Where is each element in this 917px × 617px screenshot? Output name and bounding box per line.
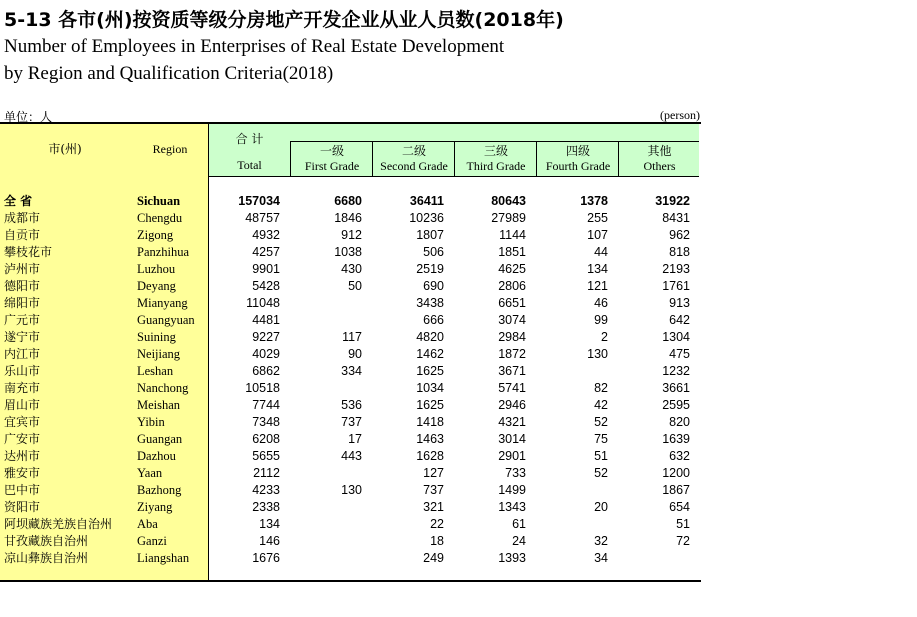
others-value: 3661 xyxy=(662,381,690,395)
fourth-grade-value: 44 xyxy=(594,245,608,259)
total-value: 4932 xyxy=(252,228,280,242)
third-grade-value: 2806 xyxy=(498,279,526,293)
region-name-en: Yaan xyxy=(137,466,163,480)
table-row xyxy=(0,516,700,533)
header-fourth-grade xyxy=(536,142,618,176)
second-grade-value: 1462 xyxy=(416,347,444,361)
second-grade-value: 1625 xyxy=(416,398,444,412)
first-grade-value: 1038 xyxy=(334,245,362,259)
region-name-en: Liangshan xyxy=(137,551,190,565)
fourth-grade-value: 107 xyxy=(587,228,608,242)
others-value: 475 xyxy=(669,347,690,361)
region-name-cn: 全 省 xyxy=(4,194,33,208)
header-region-cn: 市(州) xyxy=(48,142,82,156)
others-value: 913 xyxy=(669,296,690,310)
header-total-cn: 合 计 xyxy=(235,132,264,146)
third-grade-value: 1872 xyxy=(498,347,526,361)
others-value: 1304 xyxy=(662,330,690,344)
unit-label-en: (person) xyxy=(660,108,700,122)
fourth-grade-value: 51 xyxy=(594,449,608,463)
table-row xyxy=(0,244,700,261)
region-name-cn: 攀枝花市 xyxy=(4,245,53,259)
second-grade-value: 4820 xyxy=(416,330,444,344)
second-grade-value: 506 xyxy=(423,245,444,259)
total-value: 7348 xyxy=(252,415,280,429)
table-row xyxy=(0,261,700,278)
others-value: 1232 xyxy=(662,364,690,378)
others-value: 1761 xyxy=(662,279,690,293)
total-value: 4233 xyxy=(252,483,280,497)
total-value: 5428 xyxy=(252,279,280,293)
table-row xyxy=(0,414,700,431)
third-grade-value: 80643 xyxy=(491,194,526,208)
total-value: 11048 xyxy=(246,296,280,310)
first-grade-value: 912 xyxy=(341,228,362,242)
table-row xyxy=(0,227,700,244)
region-name-en: Luzhou xyxy=(137,262,176,276)
page-title-cn: 5-13 各市(州)按资质等级分房地产开发企业从业人员数(2018年) xyxy=(4,9,564,31)
region-name-en: Aba xyxy=(137,517,158,531)
region-name-cn: 广元市 xyxy=(4,313,41,327)
header-second-grade-cn: 二级 xyxy=(401,144,426,158)
table-row xyxy=(0,346,700,363)
third-grade-value: 5741 xyxy=(498,381,526,395)
total-value: 157034 xyxy=(238,194,280,208)
region-name-cn: 成都市 xyxy=(4,211,41,225)
others-value: 1200 xyxy=(662,466,690,480)
total-value: 2338 xyxy=(252,500,280,514)
fourth-grade-value: 52 xyxy=(594,415,608,429)
header-total-en: Total xyxy=(237,158,262,172)
total-value: 9901 xyxy=(252,262,280,276)
header-fourth-grade-en: Fourth Grade xyxy=(545,159,611,173)
fourth-grade-value: 34 xyxy=(594,551,608,565)
header-third-grade-en: Third Grade xyxy=(466,159,526,173)
third-grade-value: 1499 xyxy=(498,483,526,497)
fourth-grade-value: 130 xyxy=(587,347,608,361)
fourth-grade-value: 20 xyxy=(594,500,608,514)
first-grade-value: 334 xyxy=(341,364,362,378)
third-grade-value: 61 xyxy=(512,517,526,531)
fourth-grade-value: 1378 xyxy=(580,194,608,208)
region-name-en: Sichuan xyxy=(137,194,181,208)
fourth-grade-value: 42 xyxy=(594,398,608,412)
region-name-en: Zigong xyxy=(137,228,174,242)
second-grade-value: 1625 xyxy=(416,364,444,378)
third-grade-value: 4321 xyxy=(498,415,526,429)
table-row xyxy=(0,397,700,414)
table-row xyxy=(0,193,700,210)
third-grade-value: 4625 xyxy=(498,262,526,276)
region-name-en: Bazhong xyxy=(137,483,182,497)
others-value: 72 xyxy=(676,534,690,548)
third-grade-value: 1851 xyxy=(498,245,526,259)
table-row xyxy=(0,329,700,346)
header-others xyxy=(618,142,699,176)
region-name-cn: 自贡市 xyxy=(4,228,41,242)
fourth-grade-value: 99 xyxy=(594,313,608,327)
second-grade-value: 2519 xyxy=(416,262,444,276)
others-value: 2193 xyxy=(662,262,690,276)
table-row xyxy=(0,448,700,465)
others-value: 1867 xyxy=(662,483,690,497)
others-value: 2595 xyxy=(662,398,690,412)
header-first-grade xyxy=(290,142,372,176)
region-name-en: Panzhihua xyxy=(137,245,190,259)
unit-label-cn: 单位：人 xyxy=(4,110,53,124)
total-value: 4257 xyxy=(252,245,280,259)
others-value: 8431 xyxy=(662,211,690,225)
region-name-cn: 甘孜藏族自治州 xyxy=(4,534,89,548)
header-third-grade-cn: 三级 xyxy=(483,144,508,158)
first-grade-value: 117 xyxy=(342,330,362,344)
others-value: 1639 xyxy=(662,432,690,446)
others-value: 51 xyxy=(676,517,690,531)
table-row xyxy=(0,550,700,567)
table-row xyxy=(0,499,700,516)
others-value: 818 xyxy=(669,245,690,259)
first-grade-value: 130 xyxy=(341,483,362,497)
others-value: 31922 xyxy=(655,194,690,208)
third-grade-value: 1144 xyxy=(499,228,526,242)
fourth-grade-value: 121 xyxy=(587,279,608,293)
header-third-grade xyxy=(454,142,536,176)
second-grade-value: 10236 xyxy=(409,211,444,225)
region-name-cn: 阿坝藏族羌族自治州 xyxy=(4,517,113,531)
first-grade-value: 536 xyxy=(341,398,362,412)
second-grade-value: 321 xyxy=(423,500,444,514)
total-value: 6208 xyxy=(252,432,280,446)
table-row xyxy=(0,312,700,329)
third-grade-value: 1343 xyxy=(498,500,526,514)
region-name-en: Leshan xyxy=(137,364,174,378)
region-name-cn: 宜宾市 xyxy=(4,415,41,429)
region-name-cn: 绵阳市 xyxy=(4,296,41,310)
fourth-grade-value: 32 xyxy=(594,534,608,548)
others-value: 632 xyxy=(669,449,690,463)
others-value: 642 xyxy=(669,313,690,327)
second-grade-value: 127 xyxy=(423,466,444,480)
region-name-en: Ziyang xyxy=(137,500,173,514)
first-grade-value: 443 xyxy=(341,449,362,463)
region-name-cn: 凉山彝族自治州 xyxy=(4,551,89,565)
region-name-cn: 遂宁市 xyxy=(4,330,41,344)
region-name-en: Guangan xyxy=(137,432,183,446)
region-name-cn: 德阳市 xyxy=(4,279,41,293)
header-second-grade xyxy=(372,142,454,176)
second-grade-value: 1628 xyxy=(416,449,444,463)
region-name-en: Meishan xyxy=(137,398,181,412)
table-row xyxy=(0,465,700,482)
region-name-cn: 南充市 xyxy=(4,381,41,395)
second-grade-value: 36411 xyxy=(409,194,444,208)
total-value: 6862 xyxy=(252,364,280,378)
second-grade-value: 18 xyxy=(430,534,444,548)
region-name-en: Mianyang xyxy=(137,296,188,310)
region-name-cn: 雅安市 xyxy=(4,466,41,480)
region-name-cn: 资阳市 xyxy=(4,500,41,514)
first-grade-value: 737 xyxy=(341,415,362,429)
region-name-en: Chengdu xyxy=(137,211,183,225)
total-value: 7744 xyxy=(252,398,280,412)
table-row xyxy=(0,380,700,397)
second-grade-value: 1807 xyxy=(416,228,444,242)
page-title-en-line1: Number of Employees in Enterprises of Real Estate Development xyxy=(4,36,505,57)
third-grade-value: 3014 xyxy=(498,432,526,446)
region-name-cn: 泸州市 xyxy=(4,262,41,276)
third-grade-value: 733 xyxy=(505,466,526,480)
first-grade-value: 50 xyxy=(348,279,362,293)
second-grade-value: 3438 xyxy=(416,296,444,310)
total-value: 146 xyxy=(259,534,280,548)
total-value: 48757 xyxy=(245,211,280,225)
region-name-en: Guangyuan xyxy=(137,313,195,327)
second-grade-value: 249 xyxy=(423,551,444,565)
third-grade-value: 6651 xyxy=(498,296,526,310)
table-row xyxy=(0,533,700,550)
third-grade-value: 3074 xyxy=(498,313,526,327)
table-row xyxy=(0,295,700,312)
header-others-en: Others xyxy=(643,159,676,173)
third-grade-value: 24 xyxy=(512,534,526,548)
header-first-grade-cn: 一级 xyxy=(319,144,344,158)
first-grade-value: 90 xyxy=(348,347,362,361)
others-value: 962 xyxy=(669,228,690,242)
region-name-en: Neijiang xyxy=(137,347,181,361)
second-grade-value: 1463 xyxy=(416,432,444,446)
region-name-en: Dazhou xyxy=(137,449,176,463)
data-table xyxy=(0,122,701,582)
total-value: 2112 xyxy=(253,466,280,480)
region-name-en: Deyang xyxy=(137,279,176,293)
total-value: 10518 xyxy=(245,381,280,395)
table-body xyxy=(0,193,700,567)
total-value: 134 xyxy=(259,517,280,531)
table-row xyxy=(0,278,700,295)
region-name-cn: 巴中市 xyxy=(4,483,41,497)
fourth-grade-value: 255 xyxy=(587,211,608,225)
region-name-en: Yibin xyxy=(137,415,165,429)
page-title-en-line2: by Region and Qualification Criteria(2018) xyxy=(4,63,334,84)
region-name-en: Suining xyxy=(137,330,176,344)
second-grade-value: 1418 xyxy=(416,415,444,429)
header-others-cn: 其他 xyxy=(647,144,672,158)
fourth-grade-value: 75 xyxy=(594,432,608,446)
region-name-en: Nanchong xyxy=(137,381,189,395)
first-grade-value: 1846 xyxy=(334,211,362,225)
first-grade-value: 6680 xyxy=(334,194,362,208)
fourth-grade-value: 2 xyxy=(601,330,608,344)
total-value: 1676 xyxy=(252,551,280,565)
header-fourth-grade-cn: 四级 xyxy=(565,144,590,158)
table-row xyxy=(0,482,700,499)
region-name-cn: 眉山市 xyxy=(4,398,41,412)
second-grade-value: 690 xyxy=(423,279,444,293)
fourth-grade-value: 46 xyxy=(594,296,608,310)
total-value: 5655 xyxy=(252,449,280,463)
region-name-cn: 广安市 xyxy=(4,432,41,446)
fourth-grade-value: 52 xyxy=(594,466,608,480)
others-value: 820 xyxy=(669,415,690,429)
fourth-grade-value: 82 xyxy=(594,381,608,395)
fourth-grade-value: 134 xyxy=(587,262,608,276)
second-grade-value: 22 xyxy=(430,517,444,531)
third-grade-value: 3671 xyxy=(498,364,526,378)
region-name-en: Ganzi xyxy=(137,534,167,548)
total-value: 9227 xyxy=(252,330,280,344)
third-grade-value: 2901 xyxy=(498,449,526,463)
total-value: 4481 xyxy=(252,313,280,327)
first-grade-value: 17 xyxy=(348,432,362,446)
third-grade-value: 2946 xyxy=(498,398,526,412)
third-grade-value: 27989 xyxy=(491,211,526,225)
second-grade-value: 737 xyxy=(423,483,444,497)
table-row xyxy=(0,210,700,227)
third-grade-value: 2984 xyxy=(498,330,526,344)
header-first-grade-en: First Grade xyxy=(304,159,360,173)
second-grade-value: 1034 xyxy=(416,381,444,395)
header-region-en: Region xyxy=(152,142,188,156)
header-second-grade-en: Second Grade xyxy=(380,159,448,173)
region-name-cn: 乐山市 xyxy=(4,364,41,378)
region-name-cn: 达州市 xyxy=(4,449,41,463)
table-row xyxy=(0,363,700,380)
first-grade-value: 430 xyxy=(341,262,362,276)
others-value: 654 xyxy=(669,500,690,514)
region-name-cn: 内江市 xyxy=(4,347,41,361)
total-value: 4029 xyxy=(252,347,280,361)
table-row xyxy=(0,431,700,448)
third-grade-value: 1393 xyxy=(498,551,526,565)
second-grade-value: 666 xyxy=(423,313,444,327)
